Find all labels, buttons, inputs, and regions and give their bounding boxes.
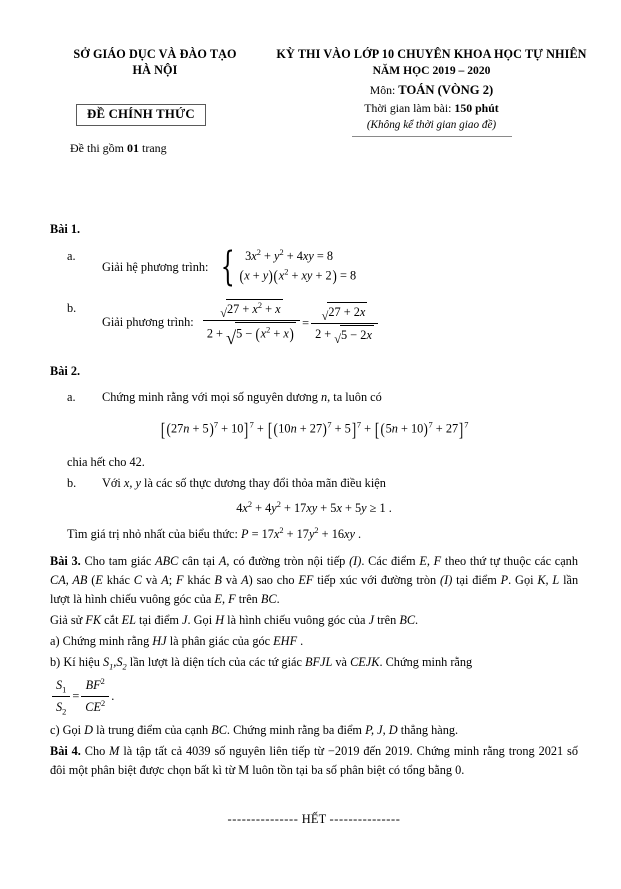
fraction-BF2: $BF^2$ <box>85 676 105 692</box>
p3-BC: BC <box>260 591 277 606</box>
p3-J: J <box>182 612 188 627</box>
problem-3a <box>50 632 578 651</box>
p3-seg6: ( <box>91 572 96 587</box>
page-count-note <box>70 141 167 156</box>
exam-title: KỲ THI VÀO LỚP 10 CHUYÊN KHOA HỌC TỰ NHIÊN <box>276 47 587 61</box>
p3-seg3: , có đường tròn nội tiếp <box>226 553 346 568</box>
problem-2a-equation: $[(27n + 5)^7 + 10]^7 + [(10n + 27)^7 + 5]^7 + [(5n + 10)^7 + 27]^7$ <box>160 419 469 440</box>
problem-1a <box>50 244 578 291</box>
radical-icon: √ $27 + x^2 + x$ <box>220 301 281 320</box>
problem-2b-variables: x, y <box>123 476 141 491</box>
p3-CAAB: CA, AB <box>50 572 88 587</box>
p4-range-to: 2019 <box>385 744 410 758</box>
problem-2a-variable: n <box>320 389 328 404</box>
problem-2a-tail-period: . <box>141 455 145 470</box>
problem-2b-text-2: là các số thực dương thay đổi thỏa mãn điều kiện <box>144 476 386 491</box>
p3-F: F <box>175 572 184 587</box>
p3b-seg3: và <box>335 654 347 669</box>
fraction-left <box>203 299 300 348</box>
problem-1-title: Bài 1. <box>50 222 81 236</box>
p4-seg5: . Chứng minh rằng trong <box>409 744 535 758</box>
fraction-left-denominator: 2 + √ $5 - (x^2 + x)$ <box>203 320 300 347</box>
problem-2a-body <box>102 388 578 407</box>
radical-icon: √ 5 − 2x <box>334 325 374 345</box>
problem-1b <box>50 299 578 348</box>
p3c-seg2: là trung điểm của cạnh <box>96 722 209 737</box>
problem-2a-divisor: 42 <box>129 455 142 470</box>
p3a-seg1: a) Chứng minh rằng <box>50 633 150 648</box>
p4-seg7: . <box>461 763 465 778</box>
p3-seg10: khác <box>187 572 211 587</box>
problem-3b <box>50 653 578 672</box>
p3-seg8: và <box>145 572 158 587</box>
p3-seg13: tiếp xúc với đường tròn <box>317 572 437 587</box>
problem-1b-label: b. <box>67 301 77 316</box>
p3-seg17: trên <box>238 591 258 606</box>
period: . <box>111 688 115 703</box>
p4-count-4039: 4039 <box>185 744 211 758</box>
p3-p2-seg7: . <box>415 612 419 627</box>
exam-content <box>50 220 578 829</box>
problem-2b <box>50 474 578 493</box>
p3-p2-seg1: Giả sử <box>50 612 83 627</box>
p3-p2-seg2: cắt <box>104 612 119 627</box>
p3c-D: D <box>84 722 94 737</box>
problem-3c <box>50 721 578 740</box>
fraction-left-numerator <box>203 299 300 320</box>
header-left-block <box>0 46 268 79</box>
problem-1a-eq-2: $(x + y)(x^2$ + xy + 2) = 8 <box>239 267 357 286</box>
p3-p2-seg3: tại điểm <box>139 612 179 627</box>
p3a-EHF: EHF <box>273 633 298 648</box>
p3b-BFJL: BFJL <box>304 654 333 669</box>
p3-EF: E, F <box>419 553 442 568</box>
p3a-seg3: . <box>300 633 304 648</box>
end-text: HẾT <box>301 812 327 827</box>
p3c-PJD: P, J, D <box>365 722 398 737</box>
problem-2b-tail-equation: $P = 17x^2 + 17y^2 + 16xy$ . <box>241 525 362 541</box>
p4-seg3: số nguyên liên tiếp từ <box>214 744 325 758</box>
problem-1a-eq-1: $3x^2 + y^2 + 4xy = 8$ <box>238 247 334 264</box>
radical-icon: √ $5 - (x^2 + x)$ <box>226 322 296 347</box>
p3-E: E <box>95 572 103 587</box>
p3-KL: K, L <box>537 572 560 587</box>
p3-BC2: BC <box>399 612 416 627</box>
problem-1a-text: Giải hệ phương trình: <box>102 259 209 274</box>
problem-2b-condition: $4x^2 + 4y^2 + 17xy + 5x + 5y \ge 1$ . <box>236 500 392 516</box>
fraction-BF-CE <box>81 676 109 717</box>
p3b-CEJK: CEJK <box>350 654 380 669</box>
p3-A2: A <box>161 572 169 587</box>
p3-FK: FK <box>85 612 102 627</box>
p3a-HJ: HJ <box>152 633 167 648</box>
p3-P: P <box>500 572 509 587</box>
fraction-right <box>311 302 378 345</box>
p4-zero: 0 <box>455 763 462 778</box>
p3-seg9: ; <box>168 572 173 587</box>
problem-2a-tail <box>50 453 578 472</box>
p3c-seg3: . Chứng minh rằng ba điểm <box>226 722 363 737</box>
p3-p2-seg6: trên <box>377 612 397 627</box>
p3-seg2: cân tại <box>182 553 216 568</box>
problem-2b-body <box>102 474 578 493</box>
duration-label: Thời gian làm bài: <box>364 100 452 115</box>
end-dashes-right: --------------- <box>329 812 401 827</box>
problem-2-title: Bài 2. <box>50 363 81 378</box>
school-year: NĂM HỌC 2019 – 2020 <box>372 64 491 78</box>
problem-2b-tail-text: Tìm giá trị nhỏ nhất của biểu thức: <box>67 526 238 541</box>
p3-EL: EL <box>121 612 136 627</box>
duration-line <box>268 101 595 117</box>
problem-1a-equations <box>237 247 356 289</box>
p3-EF3: E, F <box>214 591 236 606</box>
problem-1a-body <box>102 244 578 291</box>
department-line-1: SỞ GIÁO DỤC VÀ ĐÀO TẠO <box>73 47 237 61</box>
p3-seg12: ) sao cho <box>248 572 295 587</box>
duration-value: 150 phút <box>454 100 499 115</box>
p3-ABC: ABC <box>155 553 179 568</box>
problem-1a-label: a. <box>67 249 76 264</box>
p4-seg4: đến <box>363 744 382 758</box>
p3-seg16: lần lượt là hình chiếu vuông góc của <box>50 572 579 606</box>
problem-1a-system <box>215 244 357 291</box>
p3-seg7: khác <box>106 572 130 587</box>
problem-3-title: Bài 3. <box>50 553 81 568</box>
fraction-right-numerator <box>311 302 378 323</box>
fraction-S1-S2 <box>52 676 70 717</box>
problem-2a <box>50 388 578 407</box>
p4-M: M <box>109 744 120 758</box>
fraction-S1: $S_1$ <box>56 677 67 695</box>
fraction-right-denominator: 2 + √ 5 − 2x <box>311 323 378 345</box>
problem-2b-label: b. <box>67 476 77 491</box>
problem-4-title: Bài 4. <box>50 744 81 758</box>
p3-p2-seg4: . Gọi <box>187 612 213 627</box>
p3-J2: J <box>368 612 375 627</box>
fraction-S2: $S_2$ <box>52 696 70 717</box>
p3b-seg1: b) Kí hiệu <box>50 654 100 669</box>
p3-B: B <box>214 572 222 587</box>
p4-count-2021: 2021 <box>538 744 564 758</box>
p3-seg1: Cho tam giác <box>84 553 152 568</box>
problem-2a-tail-text: chia hết cho <box>67 455 127 470</box>
official-exam-badge: ĐỀ CHÍNH THỨC <box>76 104 206 126</box>
problem-3-paragraph-1 <box>50 552 578 609</box>
p3c-seg1: c) Gọi <box>50 722 82 737</box>
duration-note: (Không kể thời gian giao đề) <box>366 118 497 131</box>
problem-3-paragraph-2 <box>50 611 578 630</box>
problem-2b-tail <box>50 525 578 544</box>
problem-2a-text-1: Chứng minh rằng với mọi số nguyên dương <box>102 389 318 404</box>
p3-p2-seg5: là hình chiếu vuông góc của <box>227 612 366 627</box>
page-count-number: 01 <box>127 141 139 155</box>
p3-seg11: và <box>225 572 238 587</box>
end-marker <box>50 810 578 829</box>
p4-range-from: −2019 <box>327 744 360 758</box>
p3b-S1S2: $S_1,S_2$ <box>102 654 127 672</box>
header-divider <box>352 136 512 137</box>
p3-seg18: . <box>276 591 280 606</box>
p3-seg14: tại điểm <box>456 572 497 587</box>
page-count-prefix: Đề thi gồm <box>70 141 127 155</box>
p3-A: A <box>218 553 227 568</box>
problem-2a-text-2: , ta luôn có <box>327 389 382 404</box>
p3-A3: A <box>241 572 249 587</box>
page-count-suffix: trang <box>139 141 167 155</box>
header-right-block <box>268 46 621 137</box>
p3-EF2: EF <box>298 572 314 587</box>
problem-3b-equation <box>50 676 578 717</box>
problem-1b-equation <box>201 299 380 348</box>
subject-value: TOÁN (VÒNG 2) <box>398 82 494 97</box>
p3a-seg2: là phân giác của góc <box>169 633 271 648</box>
problem-1b-text: Giải phương trình: <box>102 315 194 330</box>
fraction-CE2: $CE^2$ <box>81 696 109 717</box>
department-line-2: HÀ NỘI <box>132 63 178 78</box>
equals-sign: = <box>72 688 80 703</box>
equals-sign: = <box>302 315 310 330</box>
p3-C: C <box>133 572 142 587</box>
p3-I2: (I) <box>440 572 453 587</box>
p4-seg1: Cho <box>84 744 106 758</box>
brace-icon: { <box>221 244 236 291</box>
p3c-BC: BC <box>211 722 227 737</box>
p4-seg2: là tập tất cả <box>123 744 183 758</box>
p3b-seg4: . Chứng minh rằng <box>379 654 473 669</box>
p3-I: (I) <box>349 553 362 568</box>
problem-4 <box>50 742 578 780</box>
p3b-seg2: lần lượt là diện tích của các tứ giác <box>129 654 302 669</box>
radical-icon: √ 27 + 2x <box>322 302 368 322</box>
subject-line <box>268 82 595 99</box>
end-dashes-left: --------------- <box>227 812 299 827</box>
subject-label: Môn: <box>369 82 396 97</box>
p3c-seg4: thẳng hàng. <box>400 722 459 737</box>
p3-seg15: . Gọi <box>508 572 534 587</box>
p3-seg5: theo thứ tự thuộc các cạnh <box>444 553 578 568</box>
p4-seg6: số đôi một phân biệt được chọn bất kì từ M luôn tồn tại ba số phân biệt có tổng bằng <box>50 744 578 778</box>
problem-1b-body <box>102 299 578 348</box>
problem-2b-text-1: Với <box>102 476 121 491</box>
p3-seg4: . Các điểm <box>361 553 416 568</box>
problem-2a-label: a. <box>67 389 76 404</box>
p3-H: H <box>215 612 225 627</box>
